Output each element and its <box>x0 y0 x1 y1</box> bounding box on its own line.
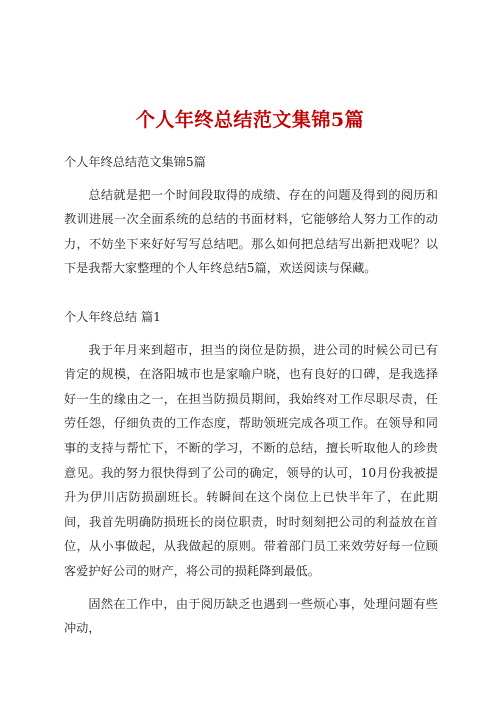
document-subtitle: 个人年终总结范文集锦5篇 <box>64 155 206 169</box>
spacer <box>64 330 438 338</box>
spacer <box>64 584 438 592</box>
body-paragraph-2: 固然在工作中，由于阅历缺乏也遇到一些烦心事，处理问题有些冲动， <box>64 596 438 636</box>
body-paragraph-1: 我于年月来到超市，担当的岗位是防损，进公司的时候公司已有肯定的规模，在洛阳城市也是家喻户晓，也有良好的口碑，是我选择好一生的缘由之一，在担当防损员期间，我始终对工作尽职尽责，任劳任怨，仔细负责的工作态度，帮助领班完成各项工作。在领导和同事的支持与帮忙下，不断的学习，不断的总结，擅长听取他人的珍贵意见。我的努力很快得到了公司的确定，领导的认可，10月份我被提升为伊川店防损副班长。转瞬间在这个岗位上已快半年了，在此期间，我首先明确防损班长的岗位职责，时时刻刻把公司的利益放在首位，从小事做起，从我做起的原则。带着部门员工来效劳好每一位顾客爱护好公司的财产，将公司的损耗降到最低。 <box>64 342 438 578</box>
intro-paragraph: 总结就是把一个时间段取得的成绩、存在的问题及得到的阅历和教训进展一次全面系统的总结的书面材料，它能够给人努力工作的动力，不妨坐下来好好写写总结吧。那么如何把总结写出新把戏呢？以下是我帮大家整理的个人年终总结5篇，欢送阅读与保藏。 <box>64 187 438 276</box>
document-title: 个人年终总结范文集锦5篇 <box>135 109 365 131</box>
spacer <box>64 281 438 305</box>
spacer <box>64 175 438 183</box>
section-heading: 个人年终总结 篇1 <box>64 309 161 324</box>
document-body <box>64 150 438 641</box>
